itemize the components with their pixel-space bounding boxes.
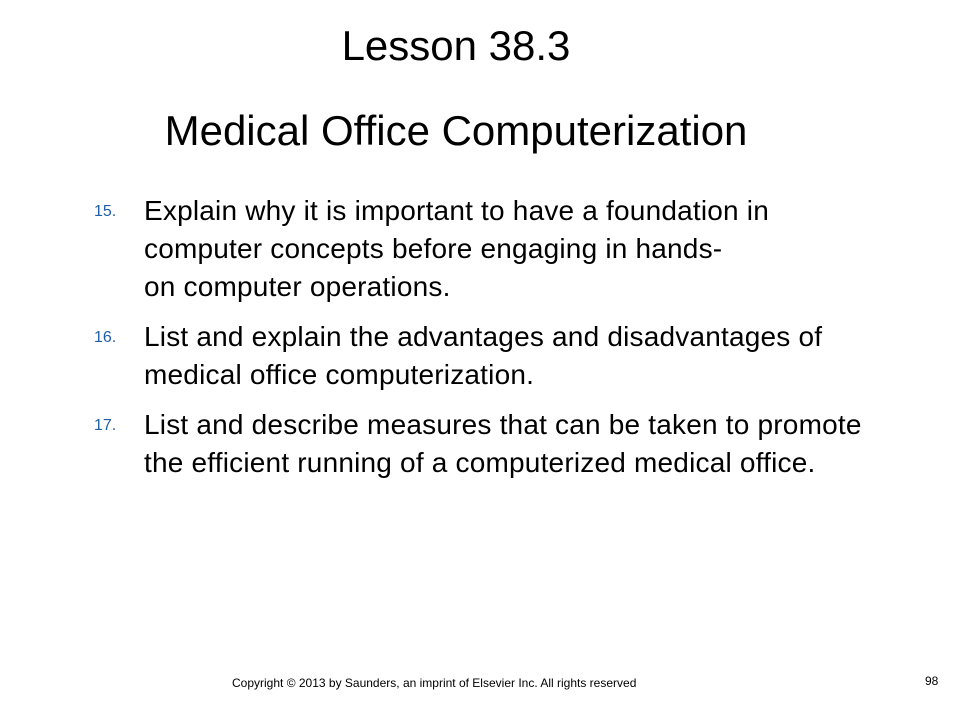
- objective-item: [94, 192, 894, 306]
- objective-number: 16.: [94, 329, 117, 346]
- copyright-footer: Copyright © 2013 by Saunders, an imprint of Elsevier Inc. All rights reserved: [232, 676, 637, 690]
- objective-number: 17.: [94, 417, 117, 434]
- objective-item: [94, 318, 894, 394]
- objective-item: [94, 406, 894, 482]
- objective-text: List and describe measures that can be taken to promote the efficient running of a computerized medical office.: [144, 409, 862, 478]
- objective-text: List and explain the advantages and disadvantages of medical office computerization.: [144, 321, 823, 390]
- objectives-list: [94, 192, 894, 494]
- objective-text: Explain why it is important to have a foundation in computer concepts before engaging in hands- on computer operations.: [144, 195, 769, 302]
- objective-number: 15.: [94, 203, 117, 220]
- lesson-subtitle: Medical Office Computerization: [164, 107, 748, 154]
- lesson-title: Lesson 38.3: [341, 22, 571, 69]
- page-number: 98: [925, 674, 939, 688]
